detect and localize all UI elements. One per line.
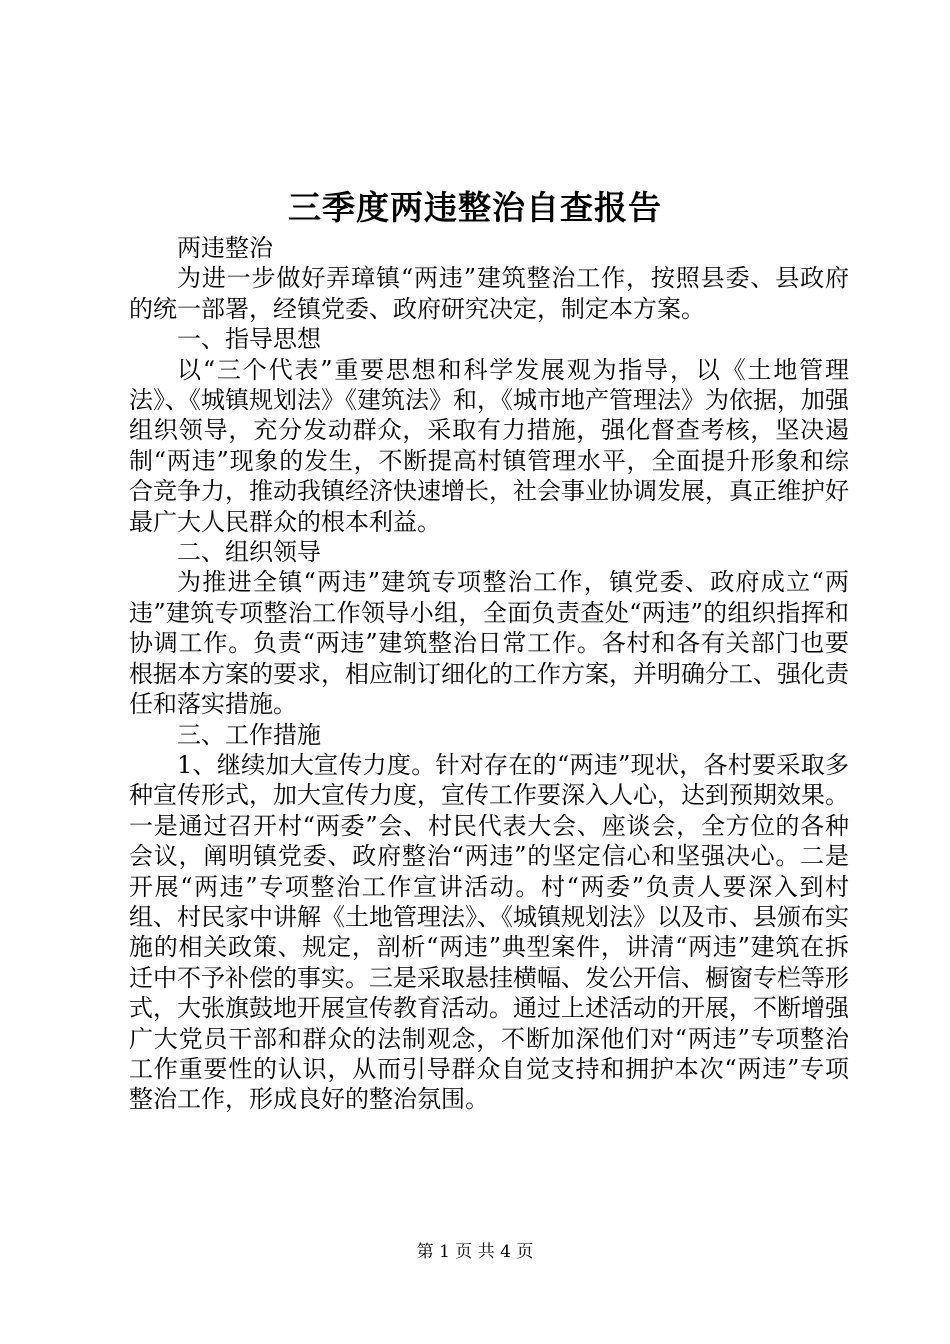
- section-heading-measures: 三、工作措施: [177, 720, 321, 749]
- section-paragraph-guiding-thought: 以“三个代表”重要思想和科学发展观为指导，以《土地管理法》、《城镇规划法》《建筑法》和，《城市地产管理法》为依据，加强组织领导，充分发动群众，采取有力措施，强化督查考核，坚决遏制“两违”现象的发生，不断提高村镇管理水平，全面提升形象和综合竞争力，推动我镇经济快速增长，社会事业协调发展，真正维护好最广大人民群众的根本利益。: [129, 355, 849, 536]
- document-title: 三季度两违整治自查报告: [288, 188, 662, 227]
- section-paragraph-organization: 为推进全镇“两违”建筑专项整治工作，镇党委、政府成立“两违”建筑专项整治工作领导小组，全面负责查处“两违”的组织指挥和协调工作。负责“两违”建筑整治日常工作。各村和各有关部门也要根据本方案的要求，相应制订细化的工作方案，并明确分工、强化责任和落实措施。: [129, 568, 849, 719]
- document-body: [129, 233, 849, 1115]
- section-heading-guiding-thought: 一、指导思想: [177, 325, 321, 354]
- section-paragraph-measures: 1、继续加大宣传力度。针对存在的“两违”现状，各村要采取多种宣传形式，加大宣传力度，宣传工作要深入人心，达到预期效果。一是通过召开村“两委”会、村民代表大会、座谈会，全方位的各种会议，阐明镇党委、政府整治“两违”的坚定信心和坚强决心。二是开展“两违”专项整治工作宣讲活动。村“两委”负责人要深入到村组、村民家中讲解《土地管理法》、《城镇规划法》以及市、县颁布实施的相关政策、规定，剖析“两违”典型案件，讲清“两违”建筑在拆迁中不予补偿的事实。三是采取悬挂横幅、发公开信、橱窗专栏等形式，大张旗鼓地开展宣传教育活动。通过上述活动的开展，不断增强广大党员干部和群众的法制观念，不断加深他们对“两违”专项整治工作重要性的认识，从而引导群众自觉支持和拥护本次“两违”专项整治工作，形成良好的整治氛围。: [129, 750, 849, 1114]
- page-footer: 第 1 页 共 4 页: [416, 1242, 534, 1262]
- document-subtitle: 两违整治: [177, 234, 273, 262]
- section-heading-organization: 二、组织领导: [177, 538, 321, 567]
- intro-paragraph: 为进一步做好弄璋镇“两违”建筑整治工作，按照县委、县政府的统一部署，经镇党委、政府研究决定，制定本方案。: [129, 264, 849, 323]
